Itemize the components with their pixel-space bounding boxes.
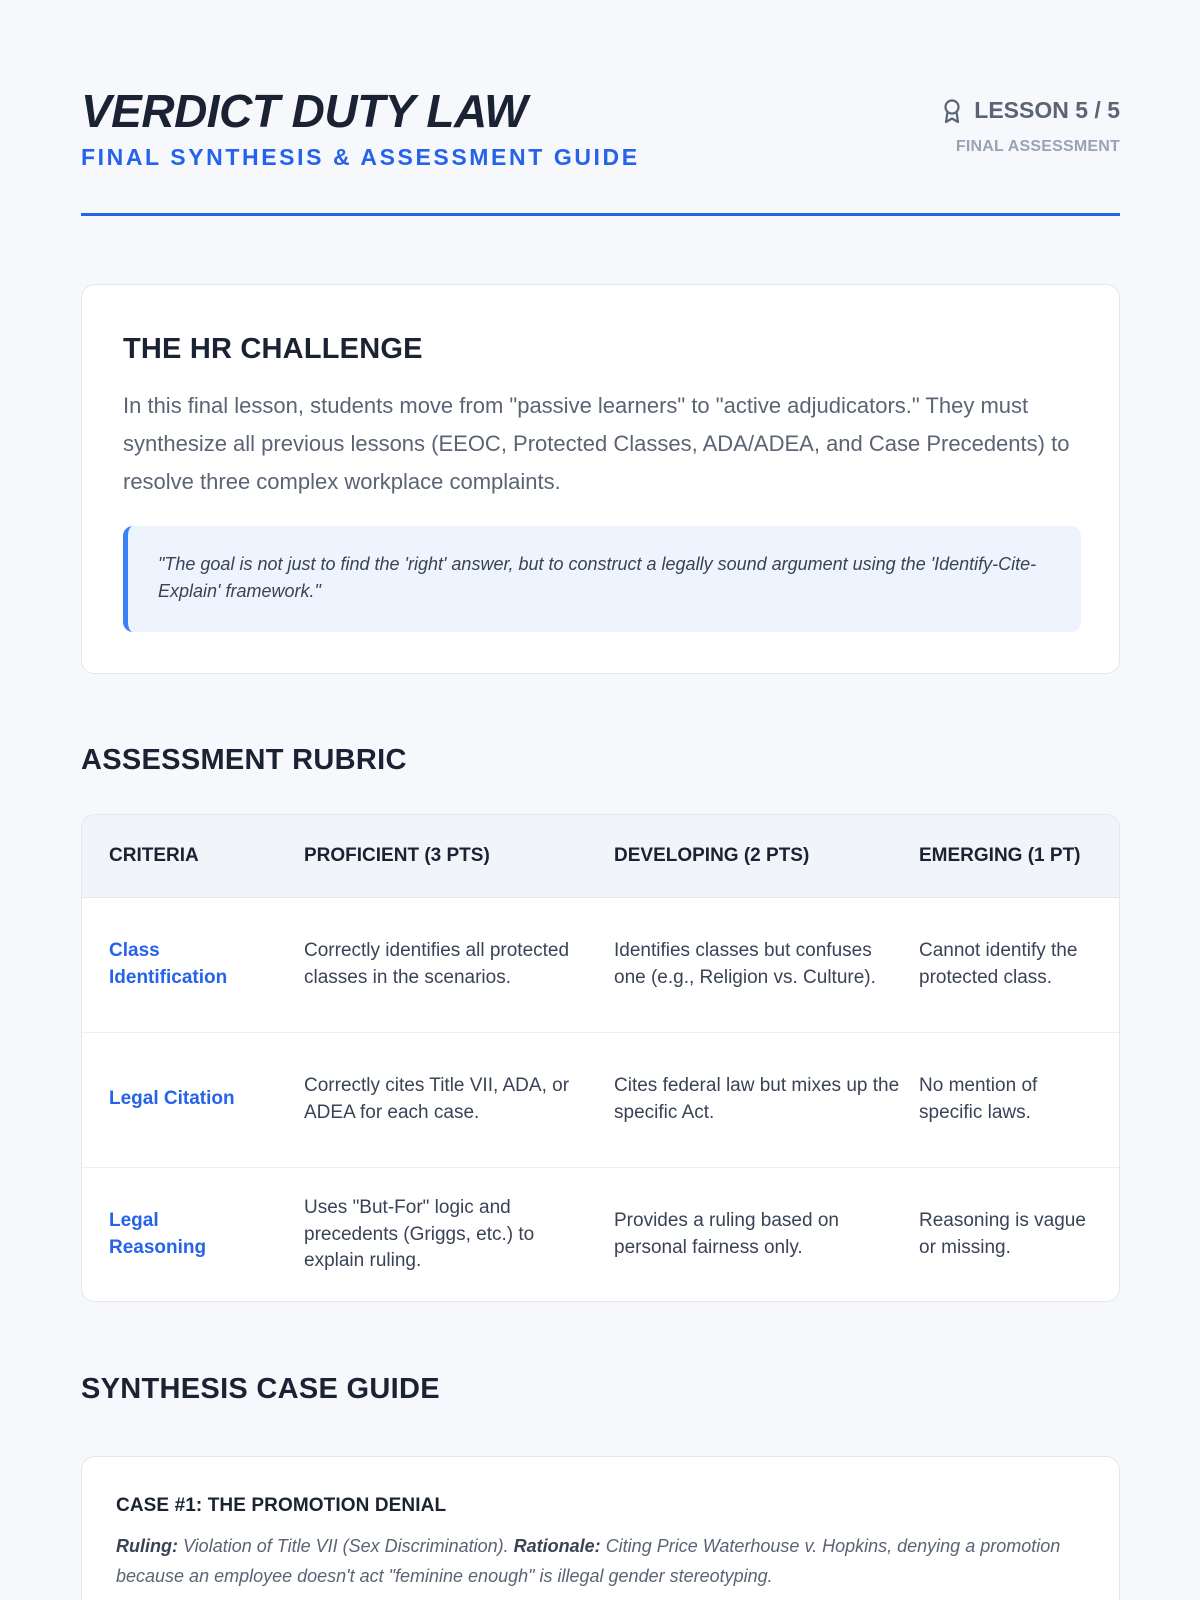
case-body: [116, 1531, 1076, 1591]
challenge-title: THE HR CHALLENGE: [123, 333, 423, 365]
developing-cell: Cites federal law but mixes up the specific Act.: [614, 1075, 900, 1123]
proficient-cell: Correctly identifies all protected classes in the scenarios.: [304, 940, 570, 988]
emerging-cell: Cannot identify the protected class.: [919, 940, 1078, 988]
assessment-rubric-table: [81, 814, 1120, 1302]
lesson-sublabel: FINAL ASSESSMENT: [955, 138, 1120, 155]
case-guide-section-title: SYNTHESIS CASE GUIDE: [81, 1373, 440, 1405]
challenge-quote: "The goal is not just to find the 'right' answer, but to construct a legally sound argument using the 'Identify-Cite-Explain' framework.": [123, 526, 1081, 632]
rubric-header-row: [82, 815, 1119, 897]
column-header-proficient: PROFICIENT (3 PTS): [304, 815, 614, 897]
challenge-body: In this final lesson, students move from "passive learners" to "active adjudicators." They must synthesize all previous lessons (EEOC, Protected Classes, ADA/ADEA, and Case Precedents) to resolve three complex workplace complaints.: [123, 393, 1070, 494]
ruling-label: Ruling:: [116, 1536, 178, 1556]
award-ribbon-icon: [942, 98, 962, 124]
rubric-section-title: ASSESSMENT RUBRIC: [81, 744, 407, 776]
criteria-cell: Class Identification: [109, 940, 228, 988]
criteria-cell: Legal Citation: [109, 1088, 235, 1110]
rationale-text: Citing Price Waterhouse v. Hopkins, denying a promotion because an employee doesn't act "feminine enough" is illegal gender stereotyping.: [116, 1536, 1061, 1586]
lesson-indicator: [942, 97, 1120, 124]
proficient-cell: Uses "But-For" logic and precedents (Griggs, etc.) to explain ruling.: [304, 1197, 535, 1271]
developing-cell: Provides a ruling based on personal fairness only.: [614, 1210, 839, 1258]
brand-subtitle: FINAL SYNTHESIS & ASSESSMENT GUIDE: [81, 144, 640, 170]
column-header-criteria: CRITERIA: [82, 815, 304, 897]
table-row: [82, 897, 1119, 1032]
emerging-cell: Reasoning is vague or missing.: [919, 1210, 1086, 1258]
page: [81, 0, 1120, 1586]
case-card: [81, 1456, 1120, 1600]
ruling-text: Violation of Title VII (Sex Discrimination).: [183, 1536, 509, 1556]
criteria-cell: Legal Reasoning: [109, 1210, 207, 1258]
brand-title: VERDICT DUTY LAW: [81, 85, 528, 137]
developing-cell: Identifies classes but confuses one (e.g., Religion vs. Culture).: [614, 940, 876, 988]
rationale-label: Rationale:: [513, 1536, 601, 1556]
emerging-cell: No mention of specific laws.: [919, 1075, 1038, 1123]
hr-challenge-card: [81, 284, 1120, 674]
table-row: [82, 1167, 1119, 1302]
proficient-cell: Correctly cites Title VII, ADA, or ADEA for each case.: [304, 1075, 570, 1123]
case-title: CASE #1: THE PROMOTION DENIAL: [116, 1495, 447, 1516]
column-header-emerging: EMERGING (1 PT): [919, 815, 1119, 897]
table-row: [82, 1032, 1119, 1167]
page-header: [81, 0, 1120, 216]
lesson-label: LESSON 5 / 5: [974, 97, 1120, 123]
column-header-developing: DEVELOPING (2 PTS): [614, 815, 919, 897]
